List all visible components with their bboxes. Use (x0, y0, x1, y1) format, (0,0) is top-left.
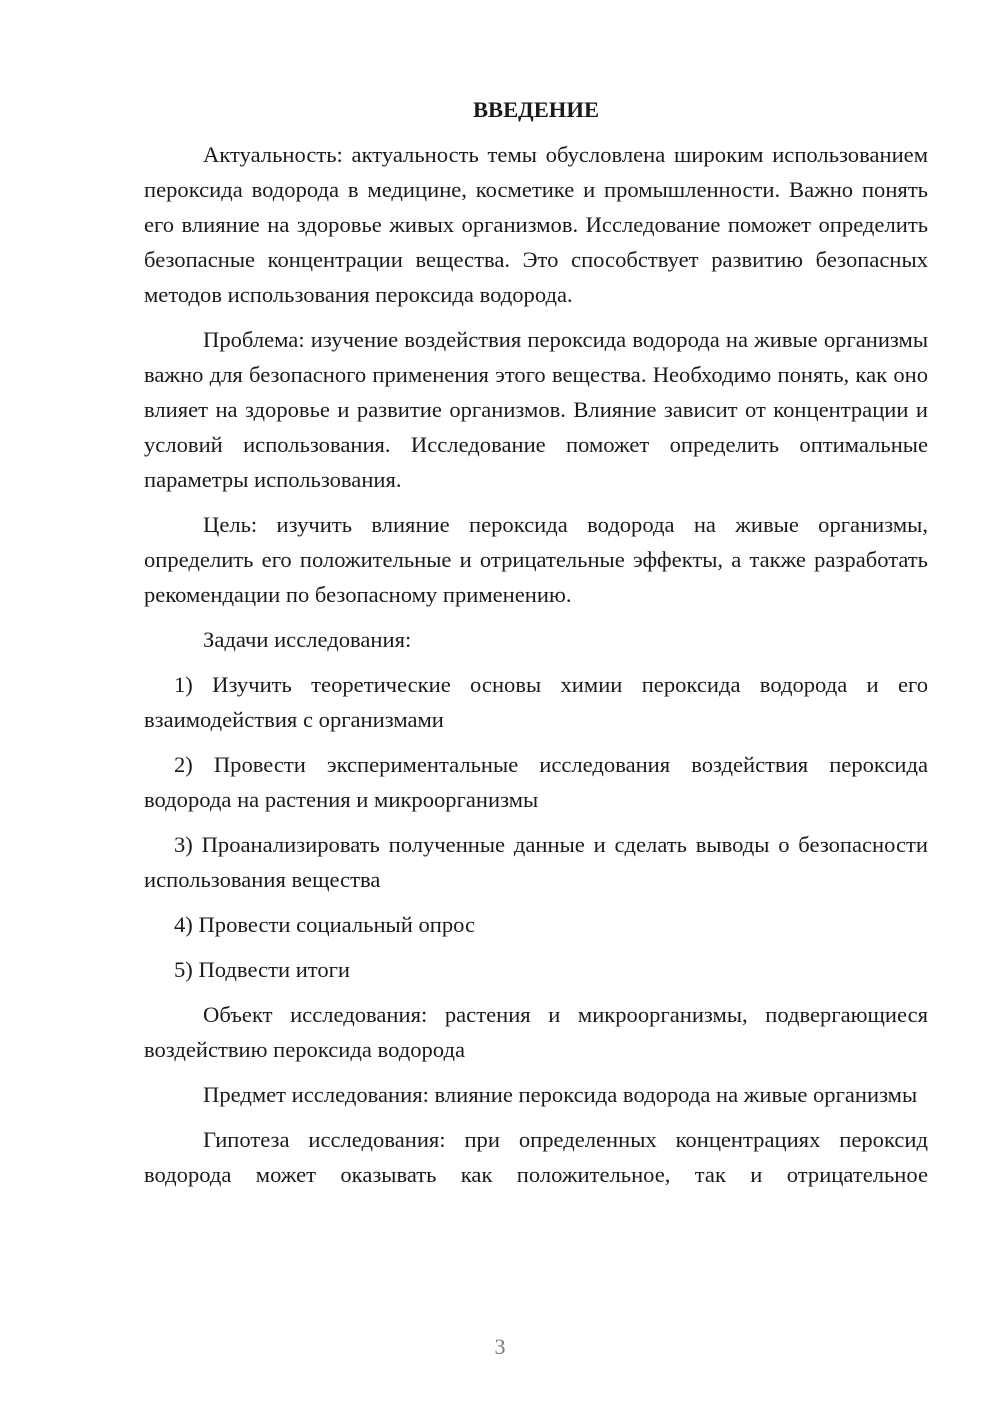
task-item-2: 2) Провести экспериментальные исследования воздействия пероксида водорода на растения и микроорганизмы (144, 752, 928, 812)
document-page (144, 92, 928, 1192)
paragraph-tasks-heading: Задачи исследования: (203, 627, 412, 652)
task-item-5: 5) Подвести итоги (174, 957, 351, 982)
paragraph-problem: Проблема: изучение воздействия пероксида водорода на живые организмы важно для безопасного применения этого вещества. Необходимо понять, как оно влияет на здоровье и развитие организмов. Влияние зависит от концентрации и условий использования. Исследование поможет определить оптимальные параметры использования. (144, 327, 928, 492)
task-item-3: 3) Проанализировать полученные данные и сделать выводы о безопасности использования вещества (144, 832, 928, 892)
task-item-4: 4) Провести социальный опрос (174, 912, 476, 937)
section-title: ВВЕДЕНИЕ (472, 97, 600, 122)
paragraph-object: Объект исследования: растения и микроорганизмы, подвергающиеся воздействию пероксида водорода (144, 1002, 928, 1062)
paragraph-subject: Предмет исследования: влияние пероксида водорода на живые организмы (203, 1082, 918, 1107)
task-item-1: 1) Изучить теоретические основы химии пероксида водорода и его взаимодействия с организмами (144, 672, 928, 732)
paragraph-relevance: Актуальность: актуальность темы обусловлена широким использованием пероксида водорода в медицине, косметике и промышленности. Важно понять его влияние на здоровье живых организмов. Исследование поможет определить безопасные концентрации вещества. Это способствует развитию безопасных методов использования пероксида водорода. (144, 142, 928, 307)
paragraph-goal: Цель: изучить влияние пероксида водорода на живые организмы, определить его положительные и отрицательные эффекты, а также разработать рекомендации по безопасному применению. (144, 512, 928, 607)
page-number: 3 (494, 1334, 506, 1359)
paragraph-hypothesis: Гипотеза исследования: при определенных концентрациях пероксид водорода может оказывать как положительное, так и отрицательное (144, 1127, 928, 1187)
